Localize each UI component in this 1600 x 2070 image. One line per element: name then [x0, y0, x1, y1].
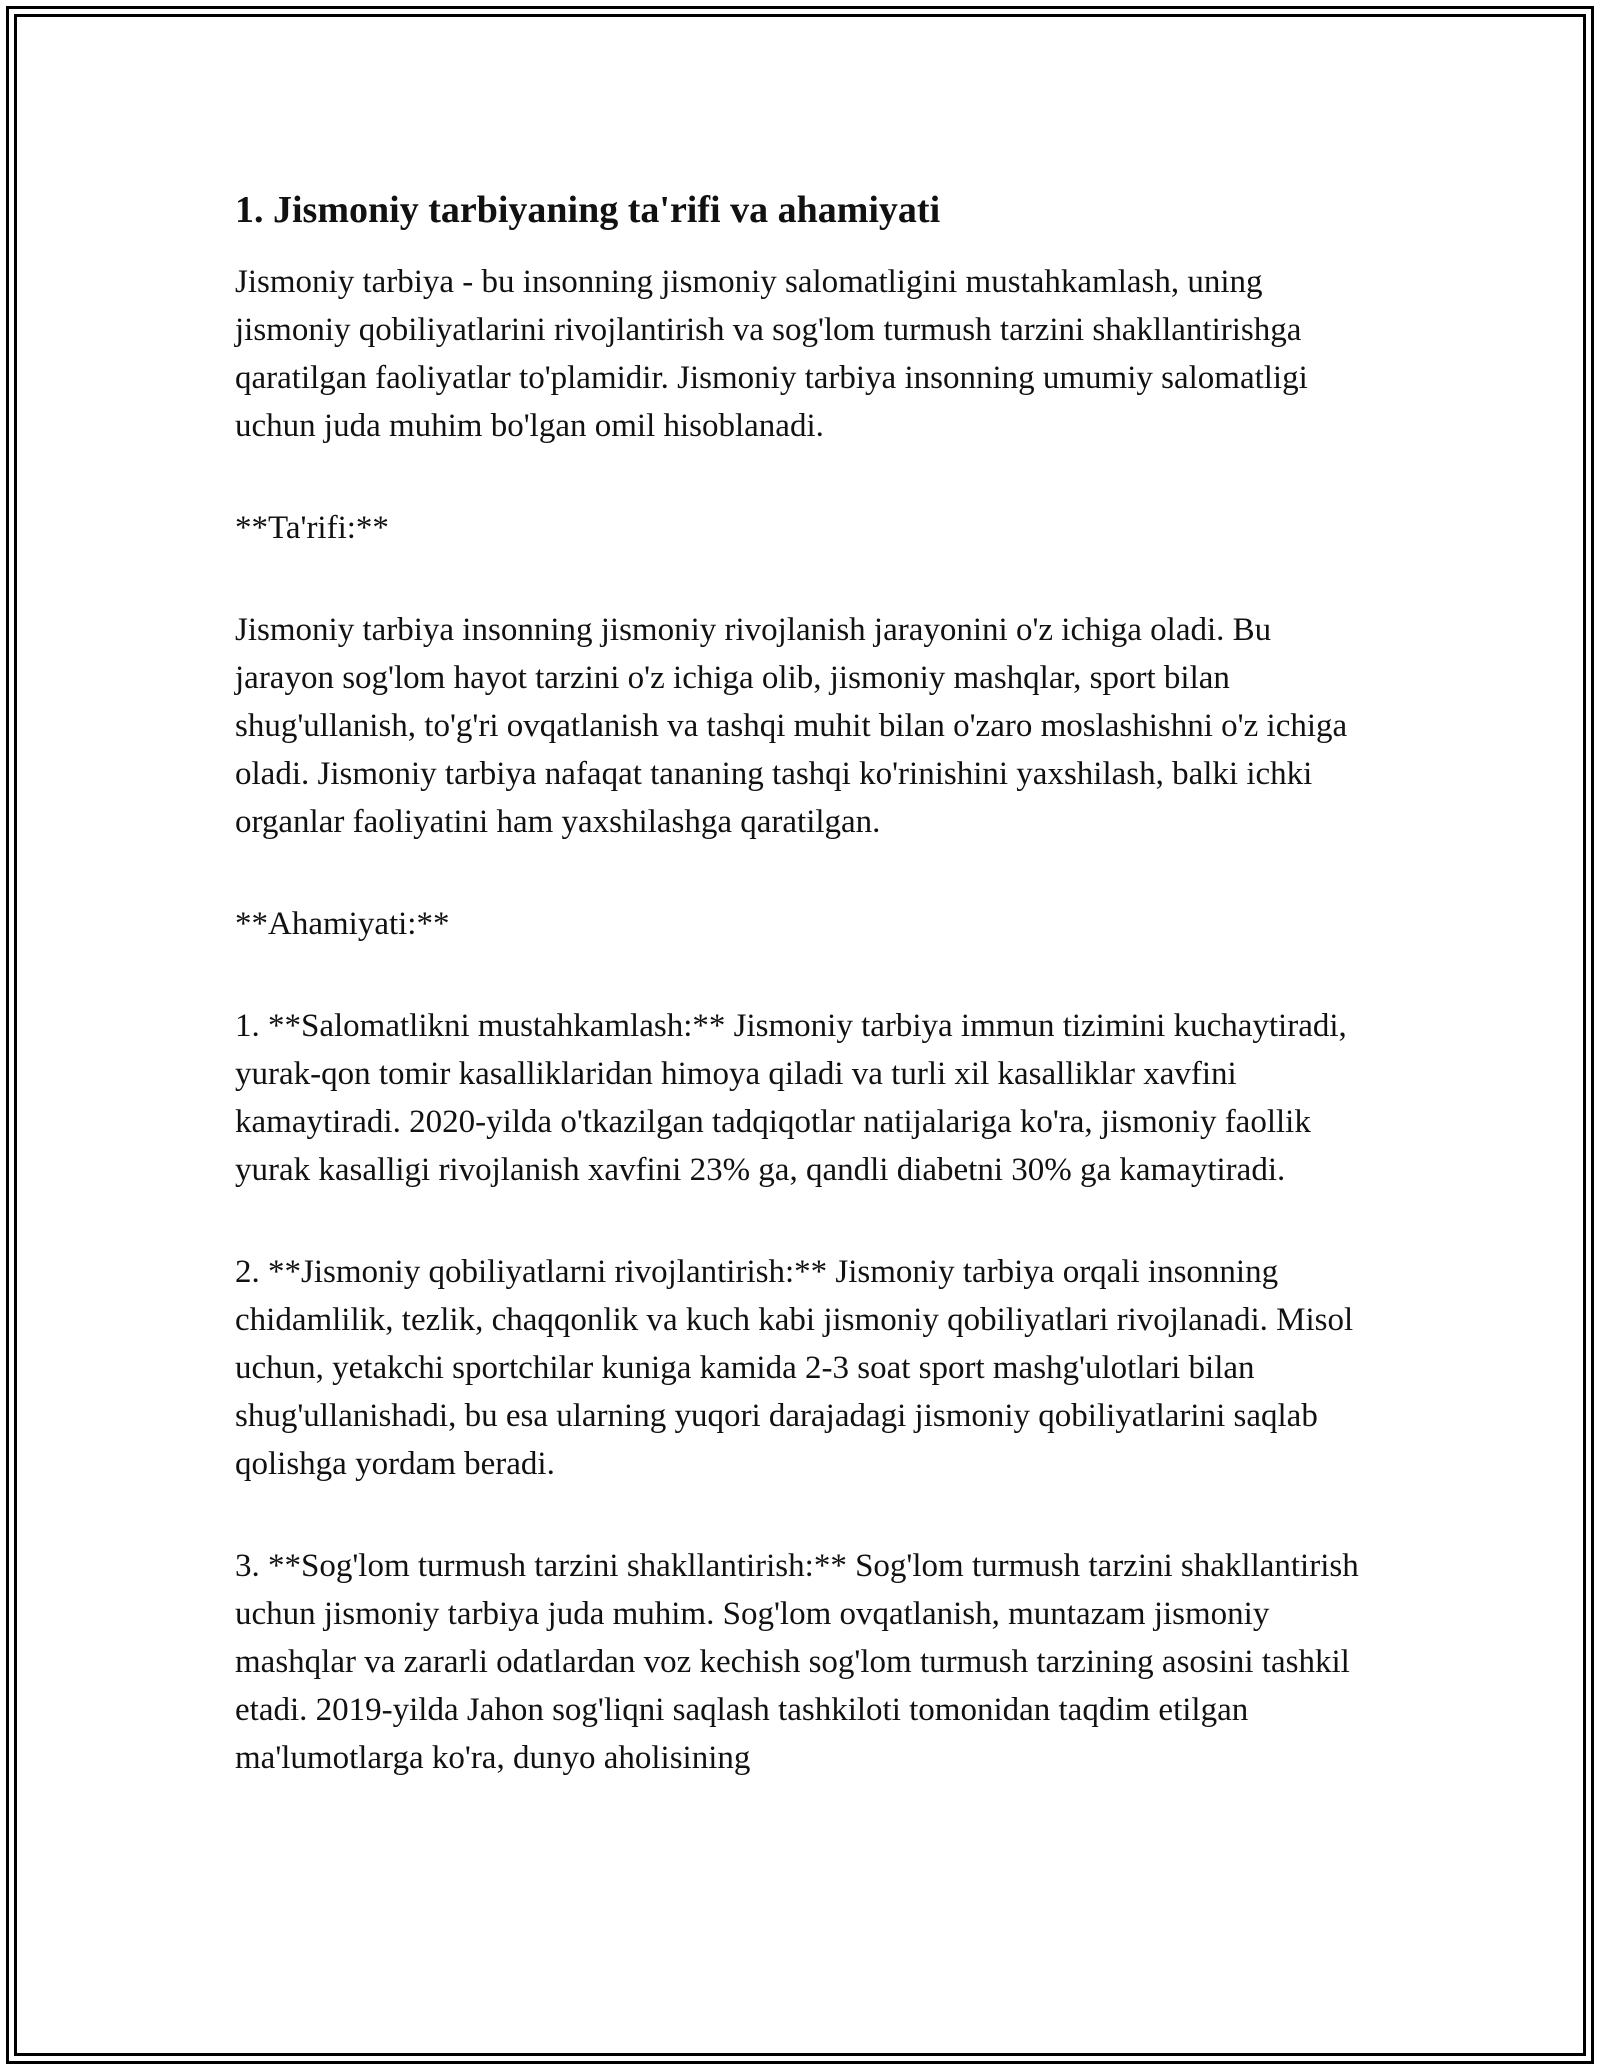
section-heading: 1. Jismoniy tarbiyaning ta'rifi va ahamiyati: [235, 189, 941, 231]
paragraph-point-2: 2. **Jismoniy qobiliyatlarni rivojlantirish:** Jismoniy tarbiya orqali insonning chidamlilik, tezlik, chaqqonlik va kuch kabi jismoniy qobiliyatlari rivojlanadi. Misol uchun, yetakchi sportchilar kuniga kamida 2-3 soat sport mashg'ulotlari bilan shug'ullanishadi, bu esa ularning yuqori darajadagi jismoniy qobiliyatlarini saqlab qolishga yordam beradi.: [235, 1254, 1354, 1482]
paragraph-point-3: 3. **Sog'lom turmush tarzini shakllantirish:** Sog'lom turmush tarzini shakllantirish uchun jismoniy tarbiya juda muhim. Sog'lom ovqatlanish, muntazam jismoniy mashqlar va zararli odatlardan voz kechish sog'lom turmush tarzining asosini tashkil etadi. 2019-yilda Jahon sog'liqni saqlash tashkiloti tomonidan taqdim etilgan ma'lumotlarga ko'ra, dunyo aholisining: [235, 1548, 1359, 1776]
paragraph-definition: Jismoniy tarbiya insonning jismoniy rivojlanish jarayonini o'z ichiga oladi. Bu jarayon sog'lom hayot tarzini o'z ichiga olib, jismoniy mashqlar, sport bilan shug'ullanish, to'g'ri ovqatlanish va tashqi muhit bilan o'zaro moslashishni o'z ichiga oladi. Jismoniy tarbiya nafaqat tananing tashqi ko'rinishini yaxshilash, balki ichki organlar faoliyatini ham yaxshilashga qaratilgan.: [235, 612, 1348, 840]
paragraph-point-1: 1. **Salomatlikni mustahkamlash:** Jismoniy tarbiya immun tizimini kuchaytiradi, yurak-qon tomir kasalliklaridan himoya qiladi va turli xil kasalliklar xavfini kamaytiradi. 2020-yilda o'tkazilgan tadqiqotlar natijalariga ko'ra, jismoniy faollik yurak kasalligi rivojlanish xavfini 23% ga, qandli diabetni 30% ga kamaytiradi.: [235, 1008, 1347, 1188]
document-body: [235, 178, 1375, 1782]
paragraph-definition-label: **Ta'rifi:**: [235, 510, 389, 546]
paragraph-importance-label: **Ahamiyati:**: [235, 906, 450, 942]
paragraph-intro: Jismoniy tarbiya - bu insonning jismoniy salomatligini mustahkamlash, uning jismoniy qobiliyatlarini rivojlantirish va sog'lom turmush tarzini shakllantirishga qaratilgan faoliyatlar to'plamidir. Jismoniy tarbiya insonning umumiy salomatligi uchun juda muhim bo'lgan omil hisoblanadi.: [235, 264, 1308, 444]
